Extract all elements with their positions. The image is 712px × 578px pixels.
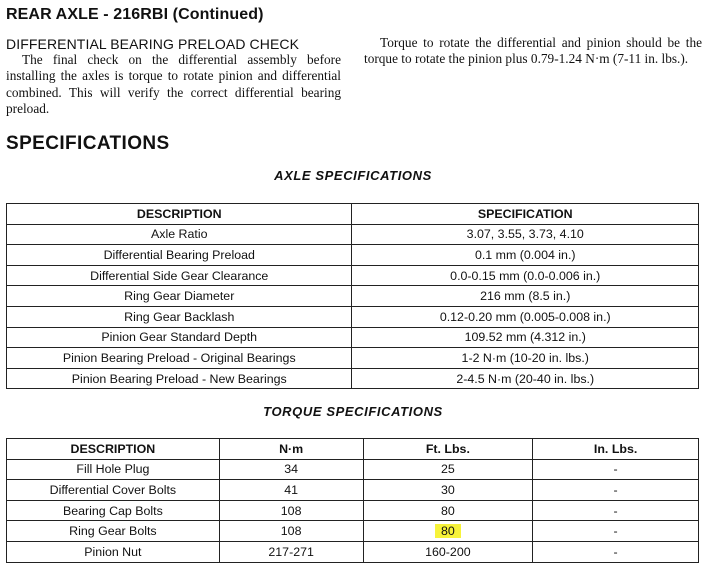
- axle-specifications-caption: AXLE SPECIFICATIONS: [274, 168, 432, 183]
- column-header-nm: N·m: [219, 439, 363, 460]
- torque-specifications-table: [6, 438, 699, 563]
- description-cell: Ring Gear Backlash: [7, 306, 352, 327]
- description-cell: Pinion Gear Standard Depth: [7, 327, 352, 348]
- specification-cell: 1-2 N·m (10-20 in. lbs.): [352, 348, 699, 369]
- preload-check-heading: DIFFERENTIAL BEARING PRELOAD CHECK: [6, 36, 300, 52]
- in-lbs-cell: -: [533, 500, 699, 521]
- specification-cell: 0.0-0.15 mm (0.0-0.006 in.): [352, 265, 699, 286]
- nm-cell: 41: [219, 480, 363, 501]
- table-row: [7, 500, 699, 521]
- ft-lbs-cell: [363, 521, 533, 542]
- column-header-ft-lbs: Ft. Lbs.: [363, 439, 533, 460]
- specifications-title: SPECIFICATIONS: [6, 133, 170, 154]
- ft-lbs-cell: 30: [363, 480, 533, 501]
- specification-cell: 216 mm (8.5 in.): [352, 286, 699, 307]
- table-row: [7, 327, 699, 348]
- axle-specifications-table: [6, 203, 699, 389]
- nm-cell: 108: [219, 521, 363, 542]
- description-cell: Ring Gear Diameter: [7, 286, 352, 307]
- in-lbs-cell: -: [533, 459, 699, 480]
- preload-check-paragraph-left: The final check on the differential assembly before installing the axles is torque to rotate pinion and differential combined. This will verify the correct differential bearing preload.: [6, 52, 341, 116]
- table-row: [7, 541, 699, 562]
- in-lbs-cell: -: [533, 541, 699, 562]
- nm-cell: 108: [219, 500, 363, 521]
- column-header-specification: SPECIFICATION: [352, 204, 699, 225]
- table-row: [7, 286, 699, 307]
- column-header-in-lbs: In. Lbs.: [533, 439, 699, 460]
- column-header-description: DESCRIPTION: [7, 439, 220, 460]
- table-row: [7, 459, 699, 480]
- description-cell: Pinion Bearing Preload - Original Bearings: [7, 348, 352, 369]
- table-row: [7, 306, 699, 327]
- specification-cell: 109.52 mm (4.312 in.): [352, 327, 699, 348]
- description-cell: Fill Hole Plug: [7, 459, 220, 480]
- specification-cell: 3.07, 3.55, 3.73, 4.10: [352, 224, 699, 245]
- table-row: [7, 348, 699, 369]
- table-row: [7, 245, 699, 266]
- highlighted-value: 80: [435, 524, 461, 538]
- torque-specifications-caption: TORQUE SPECIFICATIONS: [263, 404, 443, 419]
- description-cell: Ring Gear Bolts: [7, 521, 220, 542]
- table-header-row: [7, 439, 699, 460]
- description-cell: Pinion Bearing Preload - New Bearings: [7, 368, 352, 389]
- table-row: [7, 480, 699, 501]
- description-cell: Differential Side Gear Clearance: [7, 265, 352, 286]
- specification-cell: 0.12-0.20 mm (0.005-0.008 in.): [352, 306, 699, 327]
- page-header: REAR AXLE - 216RBI (Continued): [6, 6, 264, 23]
- description-cell: Bearing Cap Bolts: [7, 500, 220, 521]
- preload-check-paragraph-right: Torque to rotate the differential and pinion should be the torque to rotate the pinion plus 0.79-1.24 N·m (7-11 in. lbs.).: [364, 35, 702, 67]
- table-row: [7, 368, 699, 389]
- table-row: [7, 224, 699, 245]
- ft-lbs-cell: 80: [363, 500, 533, 521]
- table-header-row: [7, 204, 699, 225]
- in-lbs-cell: -: [533, 480, 699, 501]
- ft-lbs-cell: 160-200: [363, 541, 533, 562]
- nm-cell: 217-271: [219, 541, 363, 562]
- specification-cell: 0.1 mm (0.004 in.): [352, 245, 699, 266]
- table-row: [7, 521, 699, 542]
- description-cell: Axle Ratio: [7, 224, 352, 245]
- in-lbs-cell: -: [533, 521, 699, 542]
- column-header-description: DESCRIPTION: [7, 204, 352, 225]
- ft-lbs-cell: 25: [363, 459, 533, 480]
- description-cell: Differential Cover Bolts: [7, 480, 220, 501]
- description-cell: Pinion Nut: [7, 541, 220, 562]
- table-row: [7, 265, 699, 286]
- description-cell: Differential Bearing Preload: [7, 245, 352, 266]
- nm-cell: 34: [219, 459, 363, 480]
- specification-cell: 2-4.5 N·m (20-40 in. lbs.): [352, 368, 699, 389]
